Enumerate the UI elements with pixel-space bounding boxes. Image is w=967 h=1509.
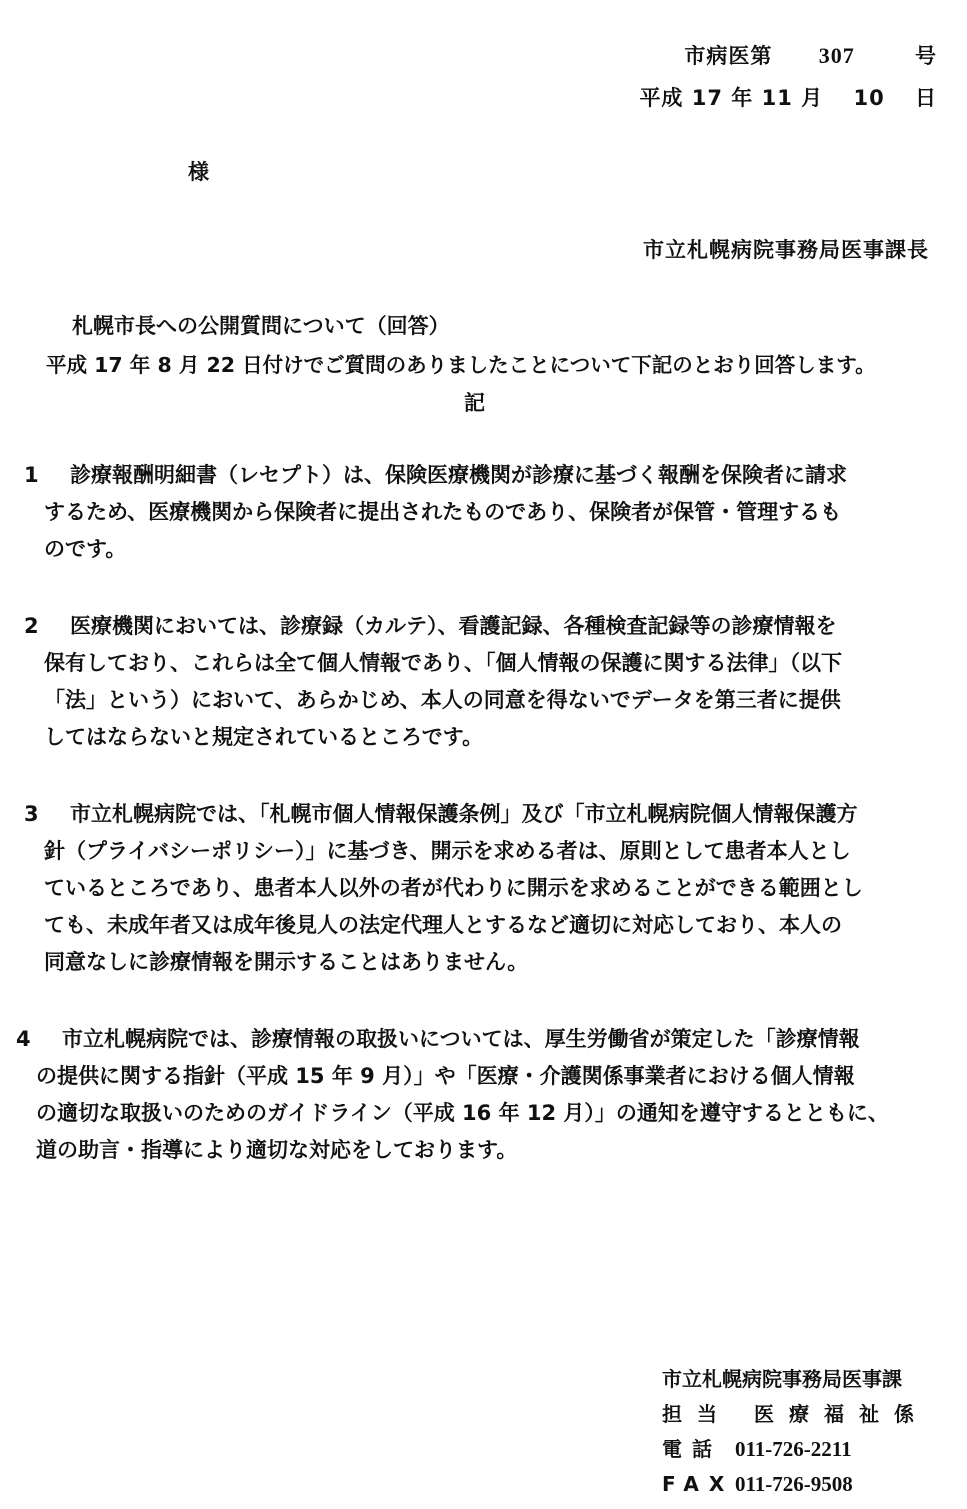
document-date [639,82,937,112]
addressee: 様 [188,160,209,184]
item-number: 1 [24,463,39,487]
item-line: 針（プライバシーポリシー）」に基づき、開示を求める者は、原則として患者本人とし [44,839,851,863]
document-number-prefix: 市病医第 [684,44,773,68]
item-line: 道の助言・指導により適切な対応をしております。 [36,1138,518,1162]
item-1 [24,457,939,568]
item-line: ても、未成年者又は成年後見人の法定代理人とするなど適切に対応しており、本人の [44,913,842,937]
fax-label: FAX [662,1472,735,1496]
lead-paragraph: 平成 17 年 8 月 22 日付けでご質問のありましたことについて下記のとおり回答します。 [46,353,876,377]
contact-phone-line [662,1432,929,1467]
item-line: 同意なしに診療情報を開示することはありません。 [44,950,529,974]
contact-office: 市立札幌病院事務局医事課 [662,1367,902,1391]
item-number: 2 [24,614,39,638]
item-line: 「法」という）において、あらかじめ、本人の同意を得ないでデータを第三者に提供 [44,688,841,712]
phone-number: 011-726-2211 [734,1437,852,1461]
document-number [684,40,937,70]
item-line: 医療機関においては、診療録（カルテ）、看護記録、各種検査記録等の診療情報を [70,614,837,638]
fax-number: 011-726-9508 [734,1472,853,1496]
item-line: するため、医療機関から保険者に提出されたものであり、保険者が保管・管理するも [44,500,842,524]
item-4 [16,1021,931,1169]
item-line: ているところであり、患者本人以外の者が代わりに開示を求めることができる範囲とし [44,876,863,900]
item-2 [24,608,939,756]
subject-title: 札幌市長への公開質問について（回答） [72,314,450,338]
item-line: 市立札幌病院では、「札幌市個人情報保護条例」及び「市立札幌病院個人情報保護方 [70,802,858,826]
item-number: 3 [24,802,39,826]
item-line: の適切な取扱いのためのガイドライン（平成 16 年 12 月）」の通知を遵守するとともに、 [36,1101,889,1125]
item-line: 市立札幌病院では、診療情報の取扱いについては、厚生労働省が策定した「診療情報 [62,1027,860,1051]
document-date-day: 10 [853,86,885,110]
item-line: 保有しており、これらは全て個人情報であり、「個人情報の保護に関する法律」（以下 [44,651,842,675]
item-line: の提供に関する指針（平成 15 年 9 月）」や「医療・介護関係事業者における個人情報 [36,1064,855,1088]
item-number: 4 [16,1027,31,1051]
document-date-suffix: 日 [915,86,937,110]
item-3 [24,796,939,981]
item-line: してはならないと規定されているところです。 [44,725,484,749]
ki-heading: 記 [464,391,485,415]
sender: 市立札幌病院事務局医事課長 [643,238,929,262]
document-number-value: 307 [818,43,855,68]
phone-label: 電話 [662,1437,722,1461]
item-line: 診療報酬明細書（レセプト）は、保険医療機関が診療に基づく報酬を保険者に請求 [70,463,847,487]
item-line: のです。 [44,537,127,561]
contact-person: 担当 医療福祉係 [662,1402,929,1426]
document-date-main: 平成 17 年 11 月 [639,86,824,110]
document-number-suffix: 号 [915,44,937,68]
contact-block [662,1362,929,1502]
contact-fax-line [662,1467,929,1502]
